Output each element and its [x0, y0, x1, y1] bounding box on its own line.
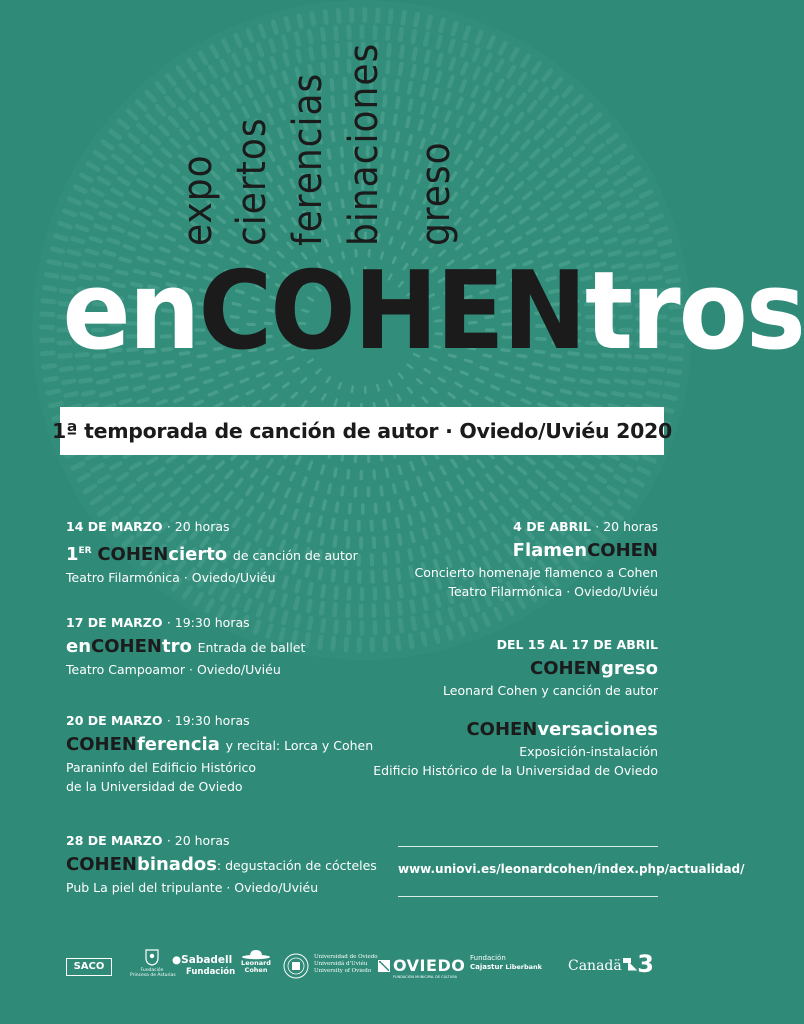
pattern-dash [56, 236, 67, 239]
pattern-dash [190, 390, 198, 393]
pattern-dash [385, 639, 386, 650]
pattern-dash [656, 229, 666, 232]
cajastur-logo: Fundación Cajastur Liberbank [470, 954, 543, 971]
pattern-dash [406, 171, 408, 178]
pattern-dash [335, 469, 336, 476]
title-suffix: tros [584, 249, 804, 374]
pattern-dash [403, 12, 405, 23]
pattern-dash [412, 533, 414, 541]
pattern-dash [395, 115, 396, 124]
pattern-dash [413, 498, 415, 506]
pattern-dash [186, 378, 194, 380]
pattern-dash [109, 239, 118, 242]
pattern-dash [624, 240, 634, 243]
pattern-dash [311, 49, 313, 59]
pattern-dash [332, 132, 333, 140]
pattern-dash [299, 16, 301, 27]
pattern-dash [606, 239, 615, 242]
pattern-dash [378, 10, 379, 21]
pattern-dash [409, 516, 411, 524]
pattern-dash [428, 17, 430, 28]
pattern-dash [60, 223, 70, 227]
pattern-dash [348, 471, 349, 478]
sabadell-mark-icon: ● [172, 954, 182, 966]
pattern-dash [400, 586, 402, 596]
pattern-dash [411, 463, 414, 470]
pattern-dash [339, 236, 341, 242]
pattern-dash [167, 374, 175, 376]
pattern-dash [425, 616, 427, 626]
pattern-dash [286, 19, 289, 30]
vertical-word-greso: greso [413, 141, 459, 246]
subtitle-band [52, 407, 672, 455]
pattern-dash [390, 11, 391, 22]
pattern-dash [412, 601, 414, 611]
vertical-word-ferencias: ferencias [285, 72, 331, 246]
pattern-dash [387, 62, 388, 72]
event-date: 28 DE MARZO · 20 horas [66, 833, 230, 848]
pattern-dash [81, 380, 91, 382]
pattern-dash [384, 554, 385, 563]
pattern-dash [323, 501, 325, 509]
pattern-dash [272, 58, 275, 68]
pattern-dash [48, 391, 59, 393]
event-venue: Paraninfo del Edificio Histórico [66, 760, 257, 775]
pattern-dash [150, 376, 159, 378]
canada-logo: Canadä [568, 958, 631, 974]
pattern-dash [135, 387, 144, 389]
pattern-dash [397, 98, 398, 107]
pattern-dash [298, 51, 300, 61]
pattern-dash [565, 378, 574, 380]
pattern-dash [66, 393, 76, 395]
event-title: enCOHENtro Entrada de ballet [66, 636, 306, 657]
university-seal-icon [282, 952, 310, 984]
pattern-dash [321, 603, 322, 613]
pattern-dash [375, 505, 376, 513]
title-highlight: COHEN [198, 249, 585, 374]
pattern-dash [387, 588, 388, 598]
divider-top [398, 846, 658, 847]
pattern-dash [336, 622, 337, 633]
pattern-dash [664, 396, 675, 398]
pattern-dash [527, 388, 535, 391]
pattern-dash [46, 275, 57, 277]
pattern-dash [45, 378, 56, 380]
pattern-dash [399, 603, 400, 613]
event-venue: Teatro Campoamor · Oviedo/Uviéu [66, 662, 281, 677]
pattern-dash [309, 462, 312, 469]
saco-logo: SACO [66, 958, 112, 976]
pattern-dash [401, 47, 402, 57]
pattern-dash [333, 638, 334, 649]
pattern-dash [423, 634, 425, 645]
pattern-dash [393, 150, 394, 158]
pattern-dash [309, 618, 311, 629]
pattern-dash [599, 380, 608, 382]
website-link[interactable]: www.uniovi.es/leonardcohen/index.php/actualidad/ [398, 862, 745, 876]
pattern-dash [410, 636, 412, 647]
pattern-dash [407, 118, 409, 127]
pattern-dash [441, 20, 444, 31]
pattern-dash [283, 595, 286, 605]
pattern-dash [139, 399, 148, 402]
pattern-dash [350, 505, 351, 513]
pattern-dash [284, 37, 287, 47]
pattern-dash [397, 519, 399, 527]
pattern-dash [410, 550, 412, 559]
universidad-oviedo-logo: Universidad de Oviedo Universidá d'Uviéu University of Oviedo [314, 954, 378, 974]
pattern-dash [335, 219, 337, 225]
event-venue: Edificio Histórico de la Universidad de Oviedo [373, 763, 658, 778]
pattern-dash [398, 570, 399, 579]
pattern-dash [387, 537, 388, 546]
pattern-dash [450, 609, 453, 619]
pattern-dash [51, 403, 62, 406]
pattern-dash [413, 31, 415, 42]
pattern-dash [596, 393, 605, 395]
pattern-dash [397, 133, 399, 141]
pattern-dash [400, 501, 402, 509]
event-17-marzo [66, 614, 305, 679]
pattern-dash [400, 29, 401, 40]
event-cohenversaciones [373, 714, 658, 780]
event-title: COHENferencia y recital: Lorca y Cohen [66, 734, 374, 755]
pattern-dash [83, 392, 93, 394]
event-title: COHENversaciones [466, 719, 658, 740]
pattern-dash [387, 469, 388, 476]
pattern-dash [422, 104, 424, 113]
pattern-dash [410, 101, 412, 110]
tv3-logo: ◣3 [628, 950, 654, 978]
pattern-dash [320, 637, 322, 648]
pattern-dash [419, 121, 421, 129]
pattern-dash [336, 28, 337, 39]
pattern-dash [352, 387, 353, 392]
pattern-dash [667, 384, 678, 386]
pattern-dash [438, 613, 441, 623]
pattern-dash [394, 485, 396, 492]
pattern-dash [616, 381, 626, 383]
pattern-dash [409, 83, 411, 92]
pattern-dash [405, 153, 407, 161]
pattern-dash [439, 55, 442, 65]
pattern-dash [388, 622, 389, 633]
pattern-dash [453, 24, 456, 34]
pattern-dash [52, 249, 63, 252]
pattern-dash [582, 381, 591, 383]
pattern-dash [394, 168, 396, 175]
crest-icon [145, 948, 159, 966]
pattern-dash [562, 391, 570, 394]
pattern-dash [381, 487, 382, 495]
oviedo-logo: OVIEDO FUNDACIÓN MUNICIPAL DE CULTURA [378, 956, 465, 979]
pattern-dash [437, 73, 440, 83]
pattern-dash [385, 571, 386, 580]
pattern-dash [311, 498, 313, 506]
pattern-dash [386, 605, 387, 615]
pattern-dash [432, 125, 435, 133]
pattern-dash [323, 586, 325, 596]
event-4-abril [414, 518, 658, 601]
pattern-dash [449, 77, 452, 86]
main-title [62, 249, 804, 374]
event-title: COHENbinados: degustación de cócteles [66, 854, 377, 875]
pattern-dash [393, 203, 395, 210]
pattern-dash [349, 589, 350, 599]
pattern-dash [270, 591, 273, 601]
pattern-dash [322, 466, 324, 473]
oviedo-flag-icon [378, 960, 390, 972]
pattern-dash [332, 97, 333, 106]
pattern-dash [153, 389, 161, 391]
pattern-dash [335, 605, 336, 615]
event-15-17-abril [443, 636, 658, 700]
pattern-dash [388, 184, 389, 191]
pattern-dash [400, 187, 402, 194]
event-14-marzo [66, 518, 358, 587]
pattern-dash [132, 374, 141, 376]
leonard-cohen-logo: Leonard Cohen [238, 948, 274, 974]
event-venue: Pub La piel del tripulante · Oviedo/Uviéu [66, 880, 319, 895]
pattern-dash [388, 28, 389, 39]
pattern-dash [413, 66, 415, 76]
event-date: 20 DE MARZO · 19:30 horas [66, 713, 250, 728]
event-title: 1ER COHENcierto de canción de autor [66, 544, 358, 565]
pattern-dash [422, 86, 424, 95]
pattern-dash [374, 471, 375, 478]
pattern-dash [384, 521, 385, 529]
pattern-dash [388, 503, 389, 511]
pattern-dash [322, 620, 323, 631]
pattern-dash [377, 385, 379, 390]
pattern-dash [324, 47, 325, 57]
pattern-dash [158, 401, 166, 404]
pattern-dash [496, 374, 503, 376]
pattern-dash [579, 393, 588, 396]
pattern-dash [648, 393, 658, 395]
event-28-marzo [66, 832, 377, 897]
pattern-dash [398, 222, 400, 228]
pattern-dash [398, 637, 399, 648]
pattern-dash [425, 69, 427, 79]
subtitle-text: 1ª temporada de canción de autor · Oviedo/Uviéu 2020 [52, 419, 672, 443]
pattern-dash [414, 49, 416, 59]
vertical-word-binaciones: binaciones [341, 42, 387, 246]
pattern-dash [465, 28, 469, 38]
pattern-dash [512, 380, 519, 382]
divider-bottom [398, 896, 658, 897]
pattern-dash [296, 34, 298, 44]
pattern-dash [389, 45, 390, 55]
title-prefix: en [62, 249, 199, 374]
pattern-dash [547, 380, 555, 382]
pattern-dash [261, 26, 264, 36]
pattern-dash [336, 503, 337, 511]
pattern-dash [426, 52, 428, 62]
pattern-dash [396, 81, 397, 90]
pattern-dash [405, 207, 407, 213]
event-date: 17 DE MARZO · 19:30 horas [66, 615, 250, 630]
event-date: DEL 15 AL 17 DE ABRIL [496, 637, 658, 652]
pattern-dash [271, 77, 274, 86]
tv3-icon: ◣ [628, 958, 638, 972]
pattern-dash [335, 400, 337, 405]
pattern-dash [374, 538, 375, 547]
pattern-dash [342, 487, 343, 495]
event-title: COHENgreso [530, 658, 658, 679]
pattern-dash [322, 29, 323, 40]
pattern-dash [337, 45, 338, 55]
pattern-dash [630, 394, 640, 396]
pattern-dash [410, 567, 412, 576]
event-description: Leonard Cohen y canción de autor [443, 683, 658, 698]
sabadell-logo: ●Sabadell Fundación [172, 954, 236, 977]
pattern-dash [98, 381, 108, 383]
pattern-dash [659, 241, 670, 244]
event-venue: Teatro Filarmónica · Oviedo/Uviéu [448, 584, 658, 599]
pattern-dash [171, 386, 179, 388]
pattern-dash [438, 37, 441, 47]
pattern-dash [43, 301, 54, 302]
sponsor-logos [60, 948, 664, 988]
pattern-dash [332, 80, 333, 89]
pattern-dash [308, 601, 310, 611]
pattern-dash [325, 12, 326, 23]
pattern-dash [115, 375, 124, 377]
event-date: 14 DE MARZO · 20 horas [66, 519, 230, 534]
pattern-dash [329, 485, 331, 492]
pattern-dash [641, 239, 651, 242]
pattern-dash [434, 108, 437, 117]
event-description: Concierto homenaje flamenco a Cohen [414, 565, 658, 580]
pattern-dash [91, 238, 101, 241]
fundacion-asturias-logo: Fundación Princesa de Asturias [130, 948, 174, 978]
pattern-dash [121, 400, 130, 403]
pattern-dash [307, 635, 309, 646]
pattern-dash [295, 598, 297, 608]
pattern-dash [425, 34, 427, 44]
pattern-dash [435, 631, 438, 642]
pattern-dash [44, 366, 55, 367]
pattern-dash [336, 184, 337, 191]
pattern-dash [650, 381, 661, 383]
pattern-dash [460, 624, 463, 634]
event-venue: de la Universidad de Oviedo [66, 779, 243, 794]
pattern-dash [336, 588, 337, 598]
event-title: FlamenCOHEN [512, 540, 658, 561]
pattern-dash [386, 400, 388, 405]
pattern-dash [375, 589, 376, 599]
pattern-dash [273, 22, 276, 33]
pattern-dash [400, 620, 401, 631]
event-description: Exposición-instalación [519, 744, 658, 759]
pattern-dash [42, 353, 53, 354]
pattern-dash [42, 314, 53, 315]
pattern-dash [400, 64, 402, 74]
pattern-dash [397, 553, 398, 562]
pattern-dash [399, 467, 401, 474]
pattern-dash [406, 482, 408, 489]
pattern-dash [73, 239, 83, 242]
pattern-dash [309, 31, 311, 42]
pattern-dash [312, 13, 314, 24]
pattern-dash [63, 381, 74, 383]
pattern-dash [613, 393, 623, 395]
pattern-dash [49, 262, 60, 264]
pattern-dash [280, 92, 283, 101]
pattern-dash [543, 392, 551, 395]
pattern-dash [205, 380, 212, 382]
pattern-dash [434, 90, 437, 99]
pattern-dash [633, 382, 643, 384]
pattern-dash [101, 393, 111, 395]
pattern-dash [348, 606, 349, 616]
pattern-dash [451, 59, 454, 69]
event-venue: Teatro Filarmónica · Oviedo/Uviéu [66, 570, 276, 585]
pattern-dash [346, 639, 347, 650]
pattern-dash [338, 10, 339, 21]
pattern-dash [531, 376, 539, 378]
pattern-dash [399, 535, 401, 544]
pattern-dash [409, 136, 411, 144]
vertical-word-expo: expo [175, 154, 221, 246]
event-20-marzo [66, 712, 373, 796]
pattern-dash [44, 288, 55, 290]
pattern-dash [336, 62, 337, 72]
vertical-word-ciertos: ciertos [229, 117, 275, 246]
pattern-dash [316, 482, 318, 489]
pattern-dash [450, 41, 453, 51]
pattern-dash [118, 388, 127, 390]
pattern-dash [271, 41, 274, 51]
pattern-dash [413, 618, 415, 629]
pattern-dash [285, 55, 288, 65]
pattern-dash [390, 238, 392, 244]
event-date: 4 DE ABRIL · 20 horas [513, 519, 658, 534]
pattern-dash [416, 14, 418, 25]
